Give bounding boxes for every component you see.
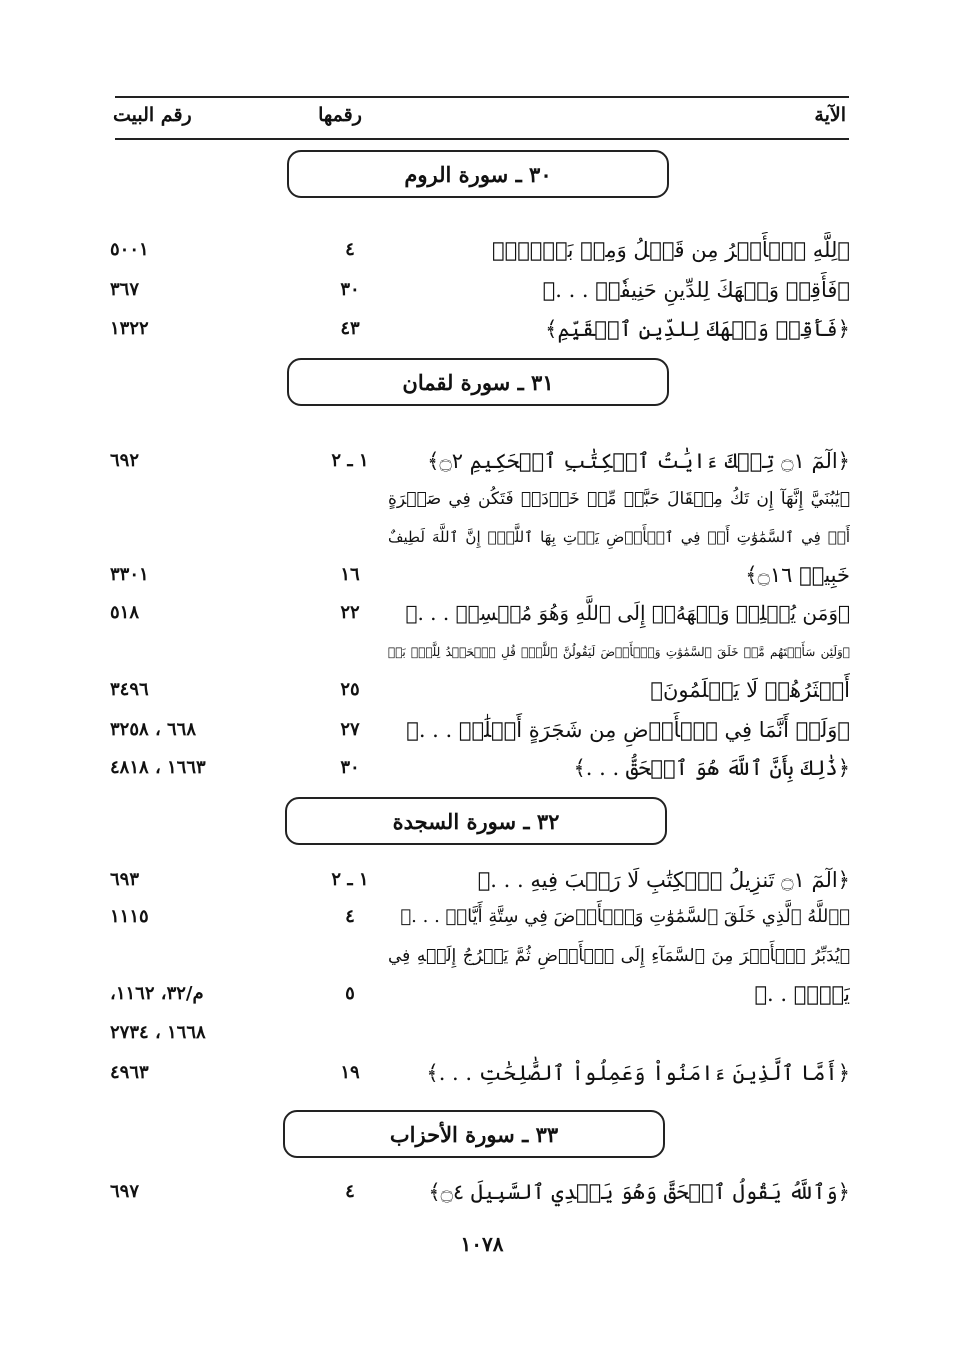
verse-number: ٥١٨ [110,602,140,623]
ayah-row [110,443,850,479]
surah-title: ٣١ ـ سورة لقمان [402,369,554,395]
ayah-row [110,272,850,308]
ayah-number: ٣٠ [340,279,360,300]
ayah-number: ٤ [345,239,355,260]
ayah-text [388,1015,850,1051]
header-rule [115,138,849,140]
ayah-row [110,1174,850,1210]
ayah-number: ١ ـ ٢ [331,450,369,471]
ayah-number: ٢٢ [340,602,360,623]
ayah-row [110,557,850,593]
ayah-number: ٥ [345,983,355,1004]
verse-number: ٤٩٦٣ [110,1062,149,1083]
header-verse-number-label: رقم البيت [113,104,192,126]
ayah-text: أَوۡ فِي ٱلسَّمَٰوَٰتِ أَوۡ فِي ٱلۡأَرۡضِ يَأۡتِ بِهَا ٱللَّهُۚ إِنَّ ٱللَّهَ لَطِيفٌ [388,528,850,546]
ayah-row [110,712,850,748]
ayah-number: ١ ـ ٢ [331,869,369,890]
ayah-text: ﴿ذَٰلِكَ بِأَنَّ ٱللَّهَ هُوَ ٱلۡحَقُّ . . .﴾ [573,756,850,780]
verse-number: ٦٦٨ ، ٣٢٥٨ [110,719,197,740]
ayah-text: ﴿لِلَّهِ ٱلۡأَمۡرُ مِن قَبۡلُ وَمِنۢ بَعۡدُۚ﴾ [491,238,850,262]
top-rule [115,96,849,98]
ayah-row [110,519,850,555]
surah-title-box [283,1110,665,1158]
ayah-row [110,595,850,631]
verse-number: ٥٠٠١ [110,239,149,260]
verse-number: ٦٩٣ [110,869,140,890]
ayah-text: ﴿وَلَئِن سَأَلۡتَهُم مَّنۡ خَلَقَ ٱلسَّمَٰوَٰتِ وَٱلۡأَرۡضَ لَيَقُولُنَّ ٱللَّهُۚ قُلِ ٱلۡحَمۡدُ لِلَّهِۚ بَلۡ [388,645,850,659]
ayah-number: ٢٥ [340,679,360,700]
ayah-text: ﴿ٱللَّهُ ٱلَّذِي خَلَقَ ٱلسَّمَٰوَٰتِ وَٱلۡأَرۡضَ فِي سِتَّةِ أَيَّامٖ . . .﴾ [400,906,850,927]
ayah-text: ﴿وَلَوۡ أَنَّمَا فِي ٱلۡأَرۡضِ مِن شَجَرَةٍ أَقۡلَٰمٞ . . .﴾ [406,718,850,742]
verse-number: م/٣٢، ١١٦٢، [110,983,204,1004]
page-number: ١٠٧٨ [460,1232,504,1256]
ayah-row [110,899,850,935]
ayah-row [110,862,850,898]
ayah-row [110,311,850,347]
verse-number: ١٣٢٢ [110,318,149,339]
surah-title: ٣٣ ـ سورة الأحزاب [389,1121,559,1147]
ayah-row [110,634,850,670]
ayah-text: ﴿الٓمٓ ۝١ تَنزِيلُ ٱلۡكِتَٰبِ لَا رَيۡبَ فِيهِ . . .﴾ [477,868,850,892]
verse-number: ٣٣٠١ [110,564,149,585]
ayah-row [110,1055,850,1091]
ayah-row [110,938,850,974]
ayah-number: ١٦ [340,564,360,585]
verse-number: ١٦٦٣ ، ٤٨١٨ [110,757,206,778]
ayah-text: يَوۡمٖ . .﴾ [754,982,850,1006]
ayah-text: ﴿وَمَن يُسۡلِمۡ وَجۡهَهُۥٓ إِلَى ٱللَّهِ وَهُوَ مُحۡسِنٞ . . .﴾ [405,601,850,625]
ayah-row [110,232,850,268]
ayah-text: ﴿يُدَبِّرُ ٱلۡأَمۡرَ مِنَ ٱلسَّمَآءِ إِلَى ٱلۡأَرۡضِ ثُمَّ يَعۡرُجُ إِلَيۡهِ فِي [388,946,850,966]
header-ayah-label: الآية [814,104,846,126]
verse-number: ٣٦٧ [110,279,140,300]
surah-title-box [287,150,669,198]
ayah-text: خَبِيرٞ ۝١٦﴾ [745,563,850,587]
ayah-text: ﴿وَٱللَّهُ يَقُولُ ٱلۡحَقَّ وَهُوَ يَهۡدِي ٱلسَّبِيلَ ۝٤﴾ [428,1180,850,1204]
ayah-number: ١٩ [340,1062,360,1083]
surah-title: ٣٢ ـ سورة السجدة [392,808,560,834]
header-number-label: رقمها [318,104,362,126]
ayah-number: ٤ [345,1181,355,1202]
ayah-row [110,1015,850,1051]
verse-number: ٣٤٩٦ [110,679,149,700]
ayah-row [110,672,850,708]
ayah-number: ٤ [345,906,355,927]
ayah-text: ﴿يَٰبُنَيَّ إِنَّهَآ إِن تَكُ مِثۡقَالَ حَبَّةٖ مِّنۡ خَرۡدَلٖ فَتَكُن فِي صَخۡرَةٍ [388,489,850,509]
ayah-row [110,976,850,1012]
surah-title-box [287,358,669,406]
surah-title-box [285,797,667,845]
surah-title: ٣٠ ـ سورة الروم [404,161,552,187]
ayah-text: ﴿فَأَقِمۡ وَجۡهَكَ لِلدِّينِ ٱلۡقَيِّمِ﴾ [545,317,850,341]
verse-number: ١١١٥ [110,906,149,927]
ayah-number: ٤٣ [340,318,360,339]
verse-number: ٦٩٧ [110,1181,140,1202]
ayah-row [110,750,850,786]
ayah-text: ﴿فَأَقِمۡ وَجۡهَكَ لِلدِّينِ حَنِيفٗاۚ . . .﴾ [542,278,850,302]
ayah-row [110,481,850,517]
ayah-number: ٣٠ [340,757,360,778]
ayah-text: ﴿أَمَّا ٱلَّذِينَ ءَامَنُواْ وَعَمِلُواْ ٱلصَّٰلِحَٰتِ . . .﴾ [426,1061,850,1085]
ayah-text: أَكۡثَرُهُمۡ لَا يَعۡلَمُونَ﴾ [650,678,850,702]
ayah-text: ﴿الٓمٓ ۝١ تِلۡكَ ءَايَٰتُ ٱلۡكِتَٰبِ ٱلۡحَكِيمِ ۝٢﴾ [427,449,850,473]
ayah-number: ٢٧ [340,719,360,740]
verse-number: ٦٩٢ [110,450,140,471]
verse-number: ١٦٦٨ ، ٢٧٣٤ [110,1022,206,1043]
